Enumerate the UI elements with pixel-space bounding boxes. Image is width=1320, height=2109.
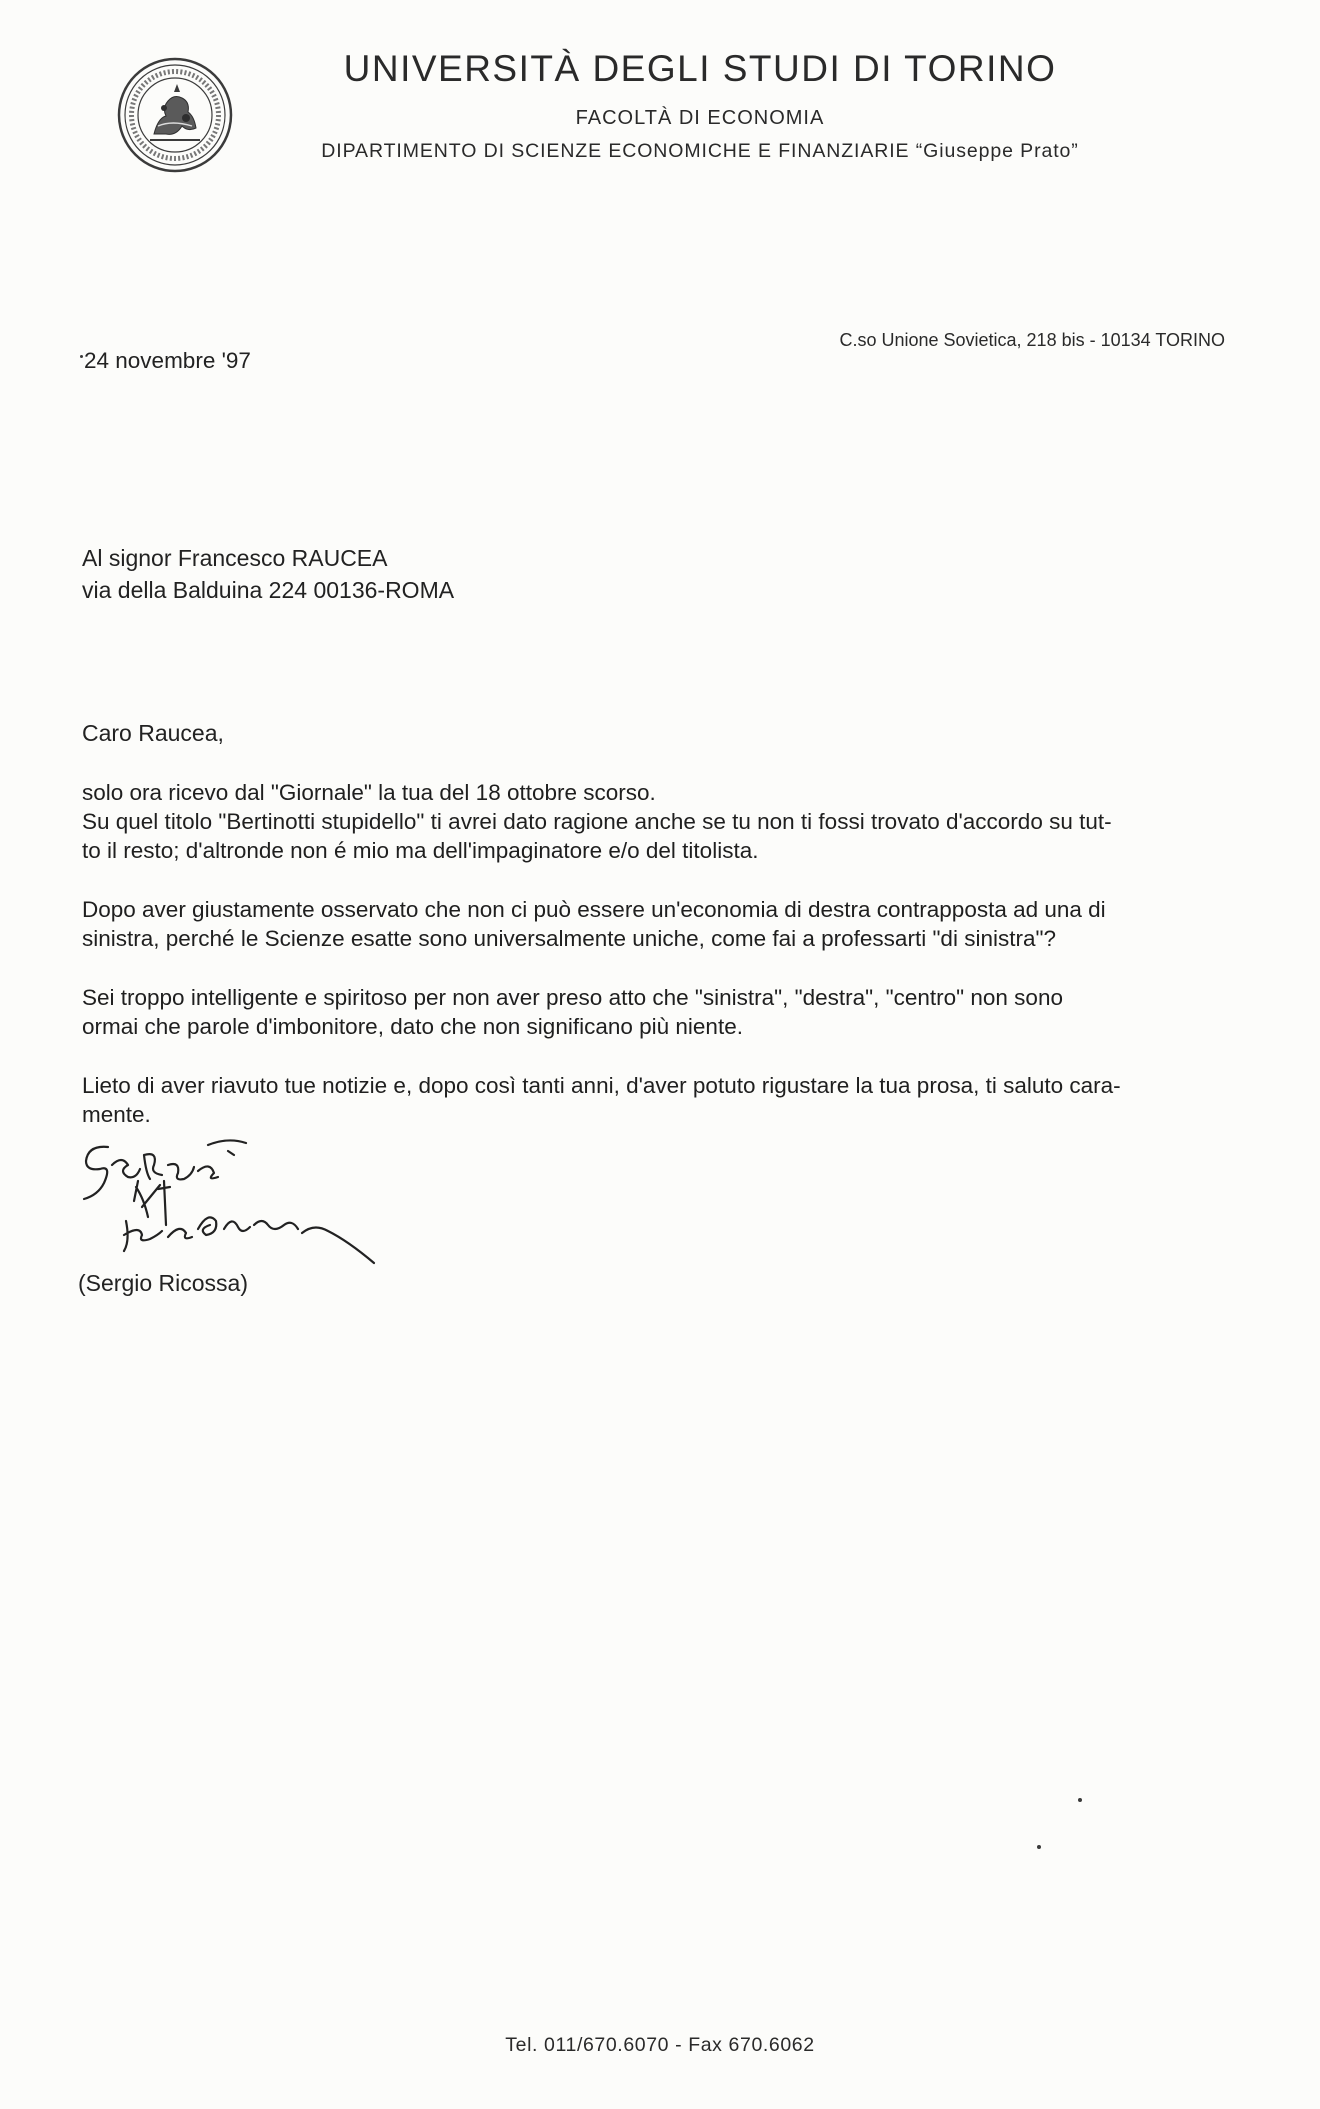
body-line: mente.: [82, 1102, 151, 1127]
body-line: Su quel titolo "Bertinotti stupidello" ti avrei dato ragione anche se tu non ti fossi trovato d'accordo su tut-: [82, 809, 1112, 834]
body-line: solo ora ricevo dal "Giornale" la tua del 18 ottobre scorso.: [82, 780, 656, 805]
body-line: Sei troppo intelligente e spiritoso per non aver preso atto che "sinistra", "destra", "centro" non sono: [82, 985, 1063, 1010]
salutation: Caro Raucea,: [82, 720, 224, 746]
paragraph-2: [82, 895, 1282, 953]
signatory-name: (Sergio Ricossa): [78, 1270, 248, 1296]
body-line: Lieto di aver riavuto tue notizie e, dopo così tanti anni, d'aver potuto rigustare la tua prosa, ti saluto cara-: [82, 1073, 1121, 1098]
recipient-block: [82, 542, 454, 606]
scan-speck: [1037, 1845, 1041, 1849]
letter-date: 24 novembre '97: [84, 348, 251, 373]
paragraph-3: [82, 983, 1282, 1041]
footer-contacts: Tel. 011/670.6070 - Fax 670.6062: [505, 2034, 815, 2056]
paragraph-4: [82, 1071, 1282, 1129]
scan-speck: [1078, 1798, 1082, 1802]
scan-speck: [80, 355, 83, 358]
recipient-name: Al signor Francesco RAUCEA: [82, 545, 388, 571]
body-line: sinistra, perché le Scienze esatte sono universalmente uniche, come fai a professarti "di sinistra"?: [82, 926, 1056, 951]
body-line: to il resto; d'altronde non é mio ma dell'impaginatore e/o del titolista.: [82, 838, 759, 863]
sender-address: C.so Unione Sovietica, 218 bis - 10134 TORINO: [839, 330, 1225, 350]
recipient-address: via della Balduina 224 00136-ROMA: [82, 577, 455, 603]
department-name: DIPARTIMENTO DI SCIENZE ECONOMICHE E FINANZIARIE “Giuseppe Prato”: [321, 140, 1079, 162]
letter-body: [82, 778, 1282, 1159]
paragraph-1: [82, 778, 1282, 865]
body-line: Dopo aver giustamente osservato che non ci può essere un'economia di destra contrapposta ad una di: [82, 897, 1106, 922]
university-name: UNIVERSITÀ DEGLI STUDI DI TORINO: [343, 48, 1057, 89]
faculty-name: FACOLTÀ DI ECONOMIA: [575, 107, 825, 129]
body-line: ormai che parole d'imbonitore, dato che non significano più niente.: [82, 1014, 743, 1039]
university-seal-icon: [116, 56, 234, 174]
handwritten-signature-icon: [78, 1125, 438, 1275]
